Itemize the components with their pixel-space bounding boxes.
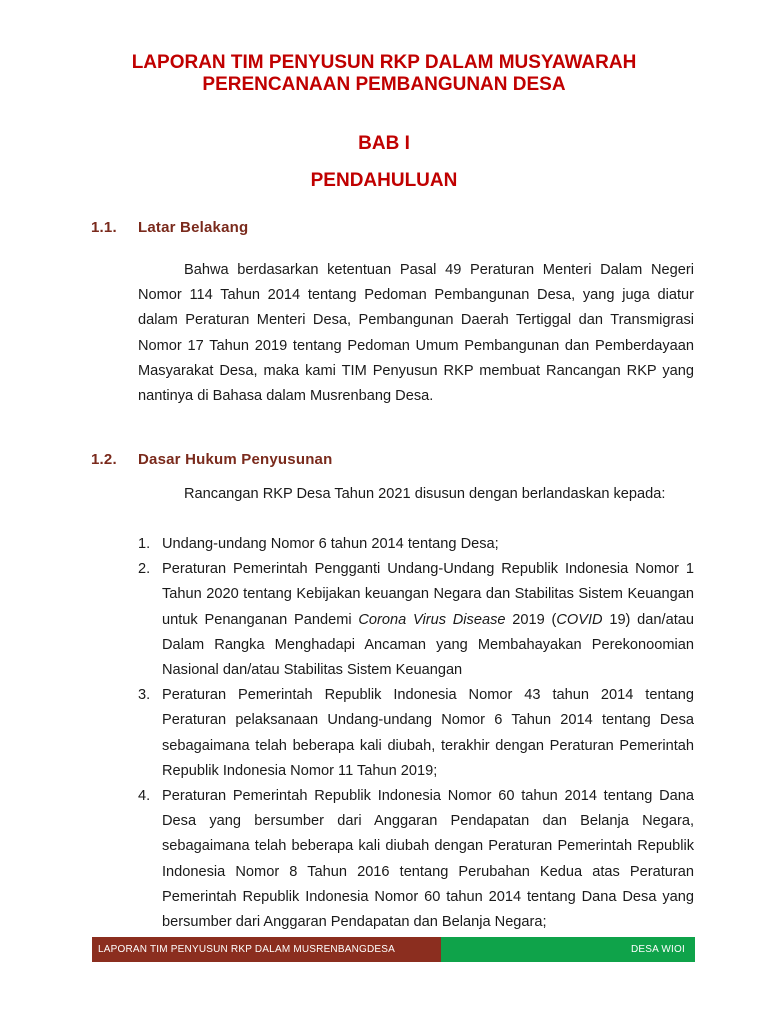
list-item-text-part: Peraturan Pemerintah Pengganti Undang-Undang Republik Indonesia Nomor 1 Tahun 2020 tentang Kebijakan keuangan Negara dan Stabilitas Sistem Keuangan untuk Penanganan Pandemi (162, 561, 694, 628)
footer-right-text: DESA WIOI (630, 944, 685, 955)
section-heading-dasar-hukum (91, 451, 332, 468)
section-paragraph-dasar-hukum: Rancangan RKP Desa Tahun 2021 disusun dengan berlandaskan kepada: (184, 486, 666, 502)
section-paragraph-latar-belakang: Bahwa berdasarkan ketentuan Pasal 49 Peraturan Menteri Dalam Negeri Nomor 114 Tahun 2014 tentang Pedoman Pembangunan Desa, yang juga diatur dalam Peraturan Menteri Desa, Pembangunan Daerah Tertiggal dan Transmigrasi Nomor 17 Tahun 2019 tentang Pedoman Umum Pembangunan dan Pemberdayaan Masyarakat Desa, maka kami TIM Penyusun RKP membuat Rancangan RKP yang nantinya di Bahasa dalam Musrenbang Desa. (138, 262, 694, 405)
list-item-text (162, 557, 694, 683)
list-item-number: 1. (138, 536, 151, 552)
section-number: 1.1. (91, 219, 117, 236)
list-item-text: Peraturan Pemerintah Republik Indonesia Nomor 43 tahun 2014 tentang Peraturan pelaksanaan Undang-undang Nomor 6 Tahun 2014 tentang Desa sebagaimana telah beberapa kali diubah, terakhir dengan Peraturan Pemerintah Republik Indonesia Nomor 11 Tahun 2019; (162, 687, 694, 779)
page-footer (92, 937, 695, 962)
list-item-number: 4. (138, 788, 151, 805)
section-number: 1.2. (91, 451, 117, 468)
list-item-number: 2. (138, 561, 151, 578)
document-title-line-2: PERENCANAAN PEMBANGUNAN DESA (202, 74, 566, 95)
chapter-title: PENDAHULUAN (310, 170, 458, 191)
footer-left-text: LAPORAN TIM PENYUSUN RKP DALAM MUSRENBANGDESA (98, 944, 396, 955)
list-item-italic-term: Corona Virus Disease (358, 611, 506, 628)
list-item-italic-term: COVID (556, 611, 603, 628)
list-item (138, 557, 694, 683)
footer-left-band (92, 937, 441, 962)
list-item-number: 3. (138, 687, 151, 704)
legal-basis-list (138, 532, 694, 935)
list-item (138, 683, 694, 784)
section-heading-text: Dasar Hukum Penyusunan (138, 451, 333, 468)
list-item (138, 532, 694, 557)
list-item-text-part: 2019 ( (505, 611, 557, 628)
section-heading-text: Latar Belakang (138, 219, 249, 236)
section-heading-latar-belakang (91, 219, 248, 236)
list-item-text: Peraturan Pemerintah Republik Indonesia Nomor 60 tahun 2014 tentang Dana Desa yang bersumber dari Anggaran Pendapatan dan Belanja Negara, sebagaimana telah beberapa kali diubah dengan Peraturan Pemerintah Republik Indonesia Nomor 8 Tahun 2016 tentang Perubahan Kedua atas Peraturan Pemerintah Republik Indonesia Nomor 60 tahun 2014 tentang Dana Desa yang bersumber dari Anggaran Pendapatan dan Belanja Negara; (162, 788, 694, 931)
list-item (138, 784, 694, 935)
document-title-line-1: LAPORAN TIM PENYUSUN RKP DALAM MUSYAWARAH (131, 52, 637, 73)
footer-right-band (441, 937, 695, 962)
chapter-number: BAB I (358, 133, 410, 154)
list-item-text: Undang-undang Nomor 6 tahun 2014 tentang Desa; (162, 536, 499, 552)
list-item-text-part: 19) dan/atau Dalam Rangka Menghadapi Ancaman yang Membahayakan Perekonoomian Nasional dan/atau Stabilitas Sistem Keuangan (162, 611, 694, 679)
